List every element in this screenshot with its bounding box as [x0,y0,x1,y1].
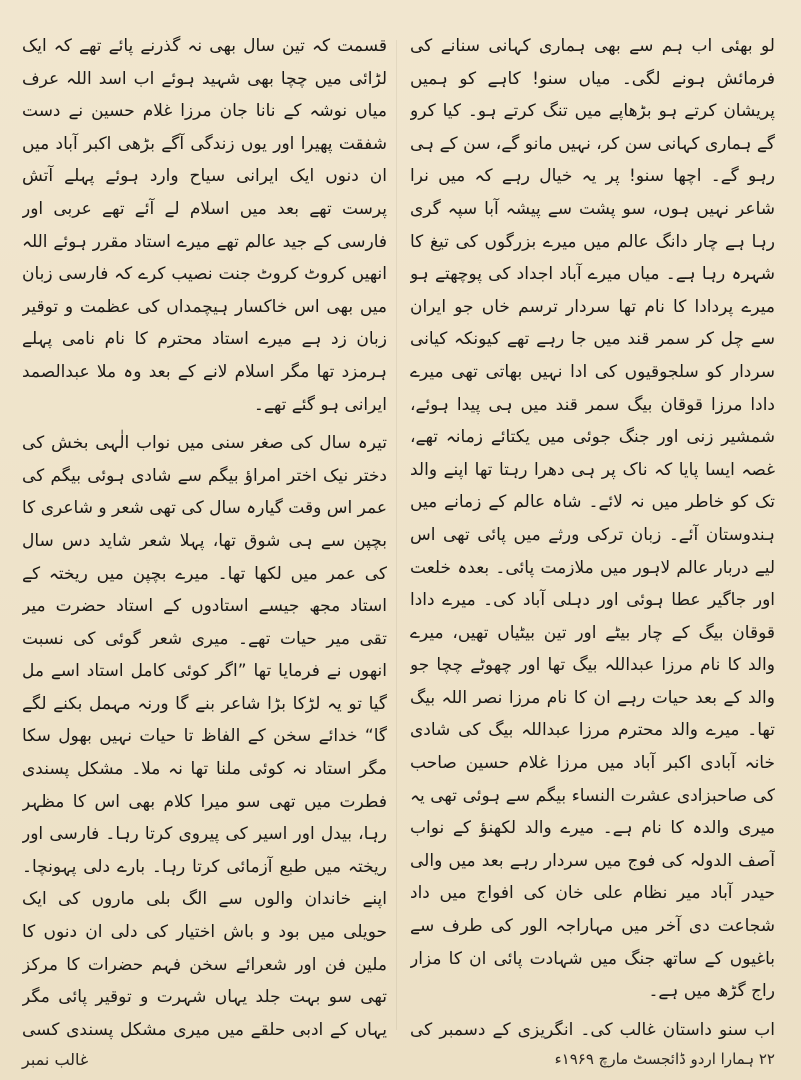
paragraph: لو بھئی اب ہم سے بھی ہماری کہانی سنانے کی فرمائش ہونے لگی۔ میاں سنو! کاہے کو ہمیں پریشان کرتے ہو بڑھاپے میں تنگ کرتے ہو۔ کیا کرو گے ہماری کہانی سن کر، نہیں مانو گے، سن کے ہی رہو گے۔ اچھا سنو! پر یہ خیال رہے کہ میں نرا شاعر نہیں ہوں، سو پشت سے پیشہ آبا سپہ گری رہا ہے چار دانگ عالم میں میرے بزرگوں کی تیغ کا شہرہ رہا ہے۔ میاں میرے آباد اجداد کی پوچھتے ہو میرے پردادا کا نام تھا سردار ترسم خاں جو ایران سے چل کر سمر قند میں جا رہے تھے کیونکہ کیانی سردار کو سلجوقیوں کی ادا نہیں بھاتی تھی میرے دادا مرزا قوقان بیگ سمر قند میں ہی پیدا ہوئے، شمشیر زنی اور جنگ جوئی میں یکتائے زمانہ تھے، غصہ ایسا پایا کہ ناک پر ہی دھرا رہتا تھا اپنے والد تک کو خاطر میں نہ لائے۔ شاہ عالم کے زمانے میں ہندوستان آئے۔ زبان ترکی ورثے میں پائی تھی اس لیے دربار عالم لاہور میں ملازمت پائی۔ بعدہ خلعت اور جاگیر عطا ہوئی اور دہلی آباد کی۔ میرے دادا قوقان بیگ کے چار بیٹے اور تین بیٹیاں تھیں، میرے والد کا نام مرزا عبداللہ بیگ تھا اور چھوٹے چچا جو والد کے بعد حیات رہے ان کا نام مرزا نصر اللہ بیگ تھا۔ میرے والد محترم مرزا عبداللہ بیگ کی شادی خانہ آبادی اکبر آباد میں مرزا غلام حسین صاحب کی صاحبزادی عشرت النساء بیگم سے ہوئی تھی یہ میری والدہ کا نام ہے۔ میرے والد لکھنؤ کے نواب آصف الدولہ کی فوج میں سردار رہے بعد میں والی حیدر آباد میر نظام علی خان کی افواج میں داد شجاعت دی آخر میں مہاراجہ الور کی طرف سے باغیوں کے ساتھ جنگ میں شہادت پائی ان کا مزار راج گڑھ میں ہے۔ [410,36,775,1002]
issue-title-footer: غالب نمبر [22,1050,89,1069]
page-number-footer: ۲۲ ہمارا اردو ڈائجسٹ مارچ ۱۹۶۹ء [554,1050,775,1068]
paragraph: قسمت کہ تین سال بھی نہ گذرنے پائے تھے کہ ایک لڑائی میں چچا بھی شہید ہوئے اب اسد اللہ عرف میاں نوشہ کے نانا جان مرزا غلام حسین نے دست شفقت پھیرا اور یوں زندگی آگے بڑھی اکبر آباد میں ان دنوں ایک ایرانی سیاح وارد ہوئے پہلے آتش پرست تھے بعد میں اسلام لے آئے تھے عربی اور فارسی کے جید عالم تھے میرے استاد مقرر ہوئے اللہ انھیں کروٹ کروٹ جنت نصیب کرے کہ فارسی زبان میں بھی اس خاکسار ہیچمداں کی عظمت و توقیر زبان زد ہے میرے استاد محترم کا نام نامی پہلے ہرمزد تھا مگر اسلام لانے کے بعد وہ ملا عبدالصمد ایرانی ہو گئے تھے۔ [22,36,387,415]
paragraph: اب سنو داستان غالب کی۔ انگریزی کے دسمبر کی [410,1019,775,1040]
left-text-column [22,30,387,1040]
paragraph: تیرہ سال کی صغر سنی میں نواب الٰہی بخش کی دختر نیک اختر امراؤ بیگم سے شادی ہوئی بیگم کی عمر اس وقت گیارہ سال کی تھی شعر و شاعری کا بچپن سے ہی شوق تھا، پہلا شعر شاید دس سال کی عمر میں لکھا تھا۔ میرے بچپن میں ریختہ کے استاد مجھ جیسے استادوں کے استاد حضرت میر تقی میر حیات تھے۔ میری شعر گوئی کی نسبت انھوں نے فرمایا تھا ”اگر کوئی کامل استاد اسے مل گیا تو یہ لڑکا بڑا شاعر بنے گا ورنہ مہمل بکنے لگے گا“ خدائے سخن کے الفاظ تا حیات نہیں بھول سکا مگر استاد نہ کوئی ملنا تھا نہ ملا۔ مشکل پسندی فطرت میں تھی سو میرا کلام بھی اس کا مظہر رہا، بیدل اور اسیر کی پیروی کرتا رہا۔ فارسی اور ریختہ میں طبع آزمائی کرتا رہا۔ بارے دلی پہونچا۔ اپنے خاندان والوں سے الگ بلی ماروں کی ایک حویلی میں بود و باش اختیار کی دلی ان دنوں کا ملین فن اور شعرائے سخن فہم حضرات کا مرکز تھی سو بہت جلد یہاں شہرت و توقیر پائی مگر یہاں کے ادبی حلقے میں میری مشکل پسندی کسی [22,433,387,1040]
right-text-column [410,30,775,1040]
column-divider [396,40,397,1030]
